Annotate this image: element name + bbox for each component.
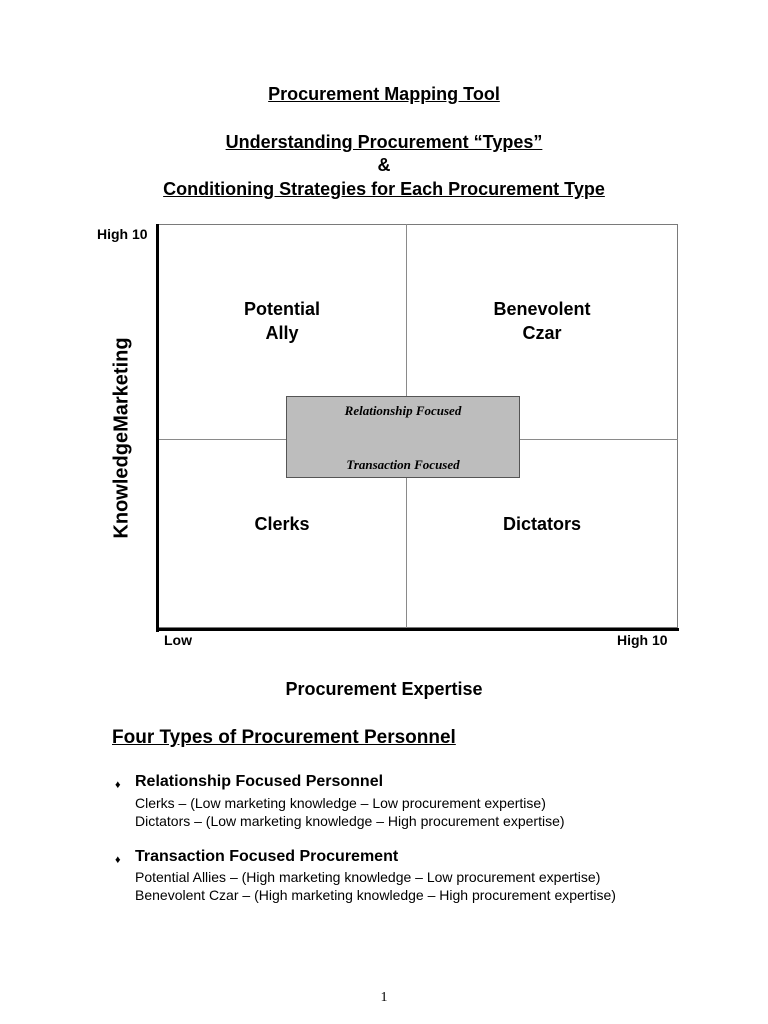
quadrant-clerks: Clerks xyxy=(254,514,310,534)
item-line: Potential Allies – (High marketing knowledge – Low procurement expertise) xyxy=(135,869,601,885)
item-line: Clerks – (Low marketing knowledge – Low procurement expertise) xyxy=(135,795,546,811)
item-line: Benevolent Czar – (High marketing knowledge – High procurement expertise) xyxy=(135,887,616,903)
bullet-icon: ♦ xyxy=(115,854,121,866)
page-number: 1 xyxy=(380,990,388,1005)
subtitle-line-2: Conditioning Strategies for Each Procurement Type xyxy=(163,179,605,199)
quadrant-label-line: Benevolent xyxy=(493,299,591,319)
quadrant-label-line: Czar xyxy=(522,323,562,343)
x-axis-line xyxy=(156,628,679,631)
subtitle-line-1: Understanding Procurement “Types” xyxy=(225,132,543,152)
document-title: Procurement Mapping Tool xyxy=(268,84,500,104)
x-axis-label: Procurement Expertise xyxy=(285,679,483,699)
item-heading: Transaction Focused Procurement xyxy=(135,848,399,865)
x-tick-high: High 10 xyxy=(617,632,668,648)
y-axis-line xyxy=(156,224,159,632)
section-title: Four Types of Procurement Personnel xyxy=(112,727,456,748)
x-tick-low: Low xyxy=(164,632,192,648)
quadrant-dictators: Dictators xyxy=(502,514,582,534)
bullet-icon: ♦ xyxy=(115,779,121,791)
quadrant-benevolent-czar xyxy=(442,297,642,345)
quadrant-label-line: Potential xyxy=(243,299,320,319)
subtitle-ampersand: & xyxy=(377,155,391,175)
transaction-focused-label: Transaction Focused xyxy=(346,457,460,472)
item-heading: Relationship Focused Personnel xyxy=(135,773,384,790)
y-axis-label: KnowledgeMarketing xyxy=(110,337,133,539)
quadrant-label-line: Ally xyxy=(265,323,299,343)
item-line: Dictators – (Low marketing knowledge – High procurement expertise) xyxy=(135,813,565,829)
y-tick-high: High 10 xyxy=(97,226,148,242)
relationship-focused-label: Relationship Focused xyxy=(344,403,462,418)
focus-box xyxy=(286,396,520,478)
quadrant-potential-ally xyxy=(182,297,382,345)
